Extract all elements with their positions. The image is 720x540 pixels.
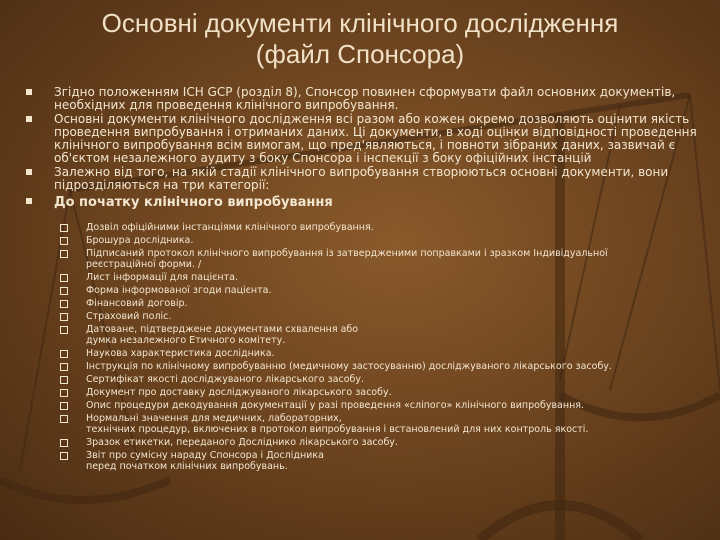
- sub-list-item: [60, 348, 710, 359]
- sub-item-text: Датоване, підтверджене документами схвалення або: [86, 324, 359, 335]
- main-item-text: До початку клінічного випробування: [54, 195, 333, 210]
- sub-item-text: Нормальні значення для медичних, лабораторних,: [86, 413, 342, 424]
- hollow-square-bullet-icon: [60, 274, 68, 282]
- hollow-square-bullet-icon: [60, 313, 68, 321]
- hollow-square-bullet-icon: [60, 326, 68, 334]
- sub-list-item: [60, 235, 710, 246]
- square-bullet-icon: [26, 169, 32, 175]
- sub-bullet-list: [60, 222, 710, 474]
- title-line-1: Основні документи клінічного дослідження: [101, 8, 619, 38]
- hollow-square-bullet-icon: [60, 237, 68, 245]
- main-list-item: [26, 113, 706, 165]
- sub-item-text: Брошура дослідника.: [86, 235, 194, 246]
- sub-item-text: Підписаний протокол клінічного випробування із затвердженими поправками і зразком Індивідуальної: [86, 248, 608, 259]
- hollow-square-bullet-icon: [60, 300, 68, 308]
- sub-item-text: Опис процедури декодування документації у разі проведення «сліпого» клінічного випробування.: [86, 400, 585, 411]
- sub-item-text-continued: реєстраційної форми. /: [86, 259, 202, 270]
- sub-item-text: Страховий поліс.: [86, 311, 172, 322]
- square-bullet-icon: [26, 116, 32, 122]
- sub-list-item: [60, 324, 710, 346]
- hollow-square-bullet-icon: [60, 389, 68, 397]
- sub-item-text: Інструкція по клінічному випробуванню (медичному застосуванню) досліджуваного лікарського засобу.: [86, 361, 612, 372]
- hollow-square-bullet-icon: [60, 376, 68, 384]
- square-bullet-icon: [26, 89, 32, 95]
- hollow-square-bullet-icon: [60, 287, 68, 295]
- sub-list-item: [60, 311, 710, 322]
- main-list-item: [26, 166, 706, 192]
- sub-item-text-continued: думка незалежного Етичного комітету.: [86, 335, 286, 346]
- main-item-text: Основні документи клінічного дослідження всі разом або кожен окремо дозволяють оцінити якість проведення випробування і отриманих даних. Ці документи, в ході оцінки відповідності проведення клінічного випробування всім вимогам, що пред'являються, і повноти зібраних даних, зазвичай є об'єктом незалежного аудиту з боку Спонсора і інспекції з боку офіційних інстанцій: [54, 112, 697, 165]
- sub-list-item: [60, 285, 710, 296]
- sub-item-text: Зразок етикетки, переданого Досліднико лікарського засобу.: [86, 437, 398, 448]
- sub-item-text: Фінансовий договір.: [86, 298, 188, 309]
- sub-list-item: [60, 298, 710, 309]
- slide-title: [0, 8, 720, 70]
- sub-item-text-continued: перед початком клінічних випробувань.: [86, 461, 288, 472]
- sub-item-text: Наукова характеристика дослідника.: [86, 348, 275, 359]
- hollow-square-bullet-icon: [60, 363, 68, 371]
- sub-list-item: [60, 387, 710, 398]
- sub-item-text: Форма інформованої згоди пацієнта.: [86, 285, 272, 296]
- sub-item-text: Лист інформації для пацієнта.: [86, 272, 238, 283]
- sub-list-item: [60, 413, 710, 435]
- title-line-2: (файл Спонсора): [255, 39, 465, 69]
- hollow-square-bullet-icon: [60, 250, 68, 258]
- sub-list-item: [60, 450, 710, 472]
- main-list-item: [26, 86, 706, 112]
- square-bullet-icon: [26, 198, 32, 204]
- hollow-square-bullet-icon: [60, 439, 68, 447]
- main-item-text: Згідно положенням ICH GCP (розділ 8), Спонсор повинен сформувати файл основних документів, необхідних для проведення клінічного випробування.: [54, 85, 676, 112]
- hollow-square-bullet-icon: [60, 402, 68, 410]
- sub-list-item: [60, 222, 710, 233]
- hollow-square-bullet-icon: [60, 415, 68, 423]
- hollow-square-bullet-icon: [60, 452, 68, 460]
- sub-list-item: [60, 374, 710, 385]
- sub-item-text: Сертифікат якості досліджуваного лікарського засобу.: [86, 374, 365, 385]
- sub-list-item: [60, 361, 710, 372]
- sub-list-item: [60, 437, 710, 448]
- sub-list-item: [60, 248, 710, 270]
- main-bullet-list: [26, 86, 706, 211]
- hollow-square-bullet-icon: [60, 350, 68, 358]
- sub-list-item: [60, 400, 710, 411]
- hollow-square-bullet-icon: [60, 224, 68, 232]
- sub-item-text-continued: технічних процедур, включених в протокол випробування і встановлений для них контроль якості.: [86, 424, 589, 435]
- sub-item-text: Документ про доставку досліджуваного лікарського засобу.: [86, 387, 392, 398]
- main-item-text: Залежно від того, на якій стадії клінічного випробування створюються основні документи, вони підрозділяються на три категорії:: [54, 165, 669, 192]
- sub-list-item: [60, 272, 710, 283]
- sub-item-text: Дозвіл офіційними інстанціями клінічного випробування.: [86, 222, 374, 233]
- main-list-item-heading: [26, 195, 706, 210]
- sub-item-text: Звіт про сумісну нараду Спонсора і Дослідника: [86, 450, 324, 461]
